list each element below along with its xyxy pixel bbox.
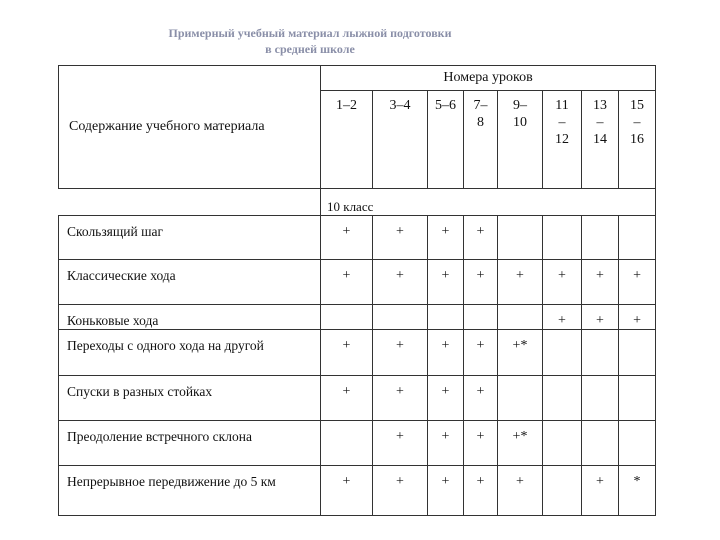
row-label: Спуски в разных стойках [59, 376, 321, 421]
lesson-mark [582, 421, 619, 466]
table-row [59, 421, 656, 466]
lesson-column-header [543, 91, 582, 189]
lesson-mark: + [543, 305, 582, 330]
lesson-mark: + [464, 466, 498, 516]
lesson-mark: + [321, 330, 373, 376]
row-label: Непрерывное передвижение до 5 км [59, 466, 321, 516]
lesson-mark: + [428, 260, 464, 305]
lesson-mark [543, 216, 582, 260]
document-title-line1: Примерный учебный материал лыжной подготовки [168, 26, 452, 40]
lesson-number-part: 13 [593, 98, 607, 113]
lesson-mark [619, 216, 656, 260]
lesson-mark: + [428, 421, 464, 466]
lesson-number-part: – [558, 115, 566, 130]
document-title-line2: в средней школе [265, 42, 355, 56]
lesson-column-header [373, 91, 428, 189]
lesson-number-part: 12 [555, 132, 569, 147]
lesson-number-part: 16 [630, 132, 645, 147]
row-label: Скользящий шаг [59, 216, 321, 260]
row-label: Преодоление встречного склона [59, 421, 321, 466]
lesson-column-header [619, 91, 656, 189]
lesson-number-part: 7– [473, 98, 488, 113]
lesson-mark: +* [498, 421, 543, 466]
lesson-mark [498, 216, 543, 260]
table-row [59, 330, 656, 376]
lesson-mark [619, 421, 656, 466]
table-row [59, 376, 656, 421]
lesson-mark: + [321, 376, 373, 421]
lesson-mark: + [373, 376, 428, 421]
lesson-mark [373, 305, 428, 330]
table-row [59, 466, 656, 516]
lesson-mark: + [498, 466, 543, 516]
lesson-mark: + [498, 260, 543, 305]
grade-spacer [59, 189, 321, 216]
lesson-mark: + [373, 216, 428, 260]
lesson-number-part: 1–2 [336, 98, 357, 113]
lesson-mark [428, 305, 464, 330]
lesson-mark: + [464, 376, 498, 421]
lesson-column-header [428, 91, 464, 189]
lesson-number-part: – [596, 115, 604, 130]
lesson-mark: + [373, 466, 428, 516]
lesson-number-part: 9– [513, 98, 527, 113]
lesson-mark: + [619, 260, 656, 305]
lesson-mark: + [464, 260, 498, 305]
lesson-mark: + [373, 330, 428, 376]
lesson-mark: * [619, 466, 656, 516]
lesson-mark: + [464, 421, 498, 466]
lesson-mark [498, 376, 543, 421]
lesson-number-part: 11 [555, 98, 569, 113]
lesson-number-part: 10 [513, 115, 527, 130]
lesson-column-header [321, 91, 373, 189]
lesson-mark: + [373, 260, 428, 305]
grade-label: 10 класс [321, 189, 656, 216]
lesson-mark [543, 376, 582, 421]
lesson-mark [619, 330, 656, 376]
lesson-mark: + [428, 466, 464, 516]
lesson-mark [582, 216, 619, 260]
lesson-mark: + [619, 305, 656, 330]
lesson-number-part: 15 [630, 98, 645, 113]
lesson-mark [543, 466, 582, 516]
lesson-mark: + [464, 330, 498, 376]
content-header: Содержание учебного материала [59, 66, 321, 189]
lesson-mark: + [321, 216, 373, 260]
lesson-number-part: 14 [593, 132, 607, 147]
lesson-mark: + [543, 260, 582, 305]
lessons-header: Номера уроков [321, 66, 656, 91]
lesson-mark [582, 376, 619, 421]
lesson-column-header [464, 91, 498, 189]
lesson-mark: + [321, 466, 373, 516]
lesson-number-part: – [633, 115, 641, 130]
row-label: Классические хода [59, 260, 321, 305]
lesson-mark [498, 305, 543, 330]
lesson-column-header [582, 91, 619, 189]
lesson-mark: + [582, 305, 619, 330]
lesson-mark [619, 376, 656, 421]
lesson-mark: + [428, 330, 464, 376]
lesson-mark [464, 305, 498, 330]
lesson-mark [543, 330, 582, 376]
row-label: Переходы с одного хода на другой [59, 330, 321, 376]
lesson-mark [582, 330, 619, 376]
lesson-number-part: 3–4 [389, 98, 411, 113]
table-row [59, 260, 656, 305]
lesson-mark: + [428, 216, 464, 260]
lesson-mark [321, 421, 373, 466]
lesson-mark: + [582, 466, 619, 516]
table-row [59, 305, 656, 330]
lesson-number-part: 8 [477, 115, 484, 130]
lesson-mark [321, 305, 373, 330]
row-label: Коньковые хода [59, 305, 321, 330]
lesson-mark: + [373, 421, 428, 466]
curriculum-table [58, 65, 656, 516]
lesson-column-header [498, 91, 543, 189]
lesson-mark [543, 421, 582, 466]
lesson-mark: + [321, 260, 373, 305]
lesson-mark: + [582, 260, 619, 305]
table-row [59, 216, 656, 260]
lesson-mark: + [464, 216, 498, 260]
lesson-number-part: 5–6 [435, 98, 456, 113]
lesson-mark: +* [498, 330, 543, 376]
lesson-mark: + [428, 376, 464, 421]
